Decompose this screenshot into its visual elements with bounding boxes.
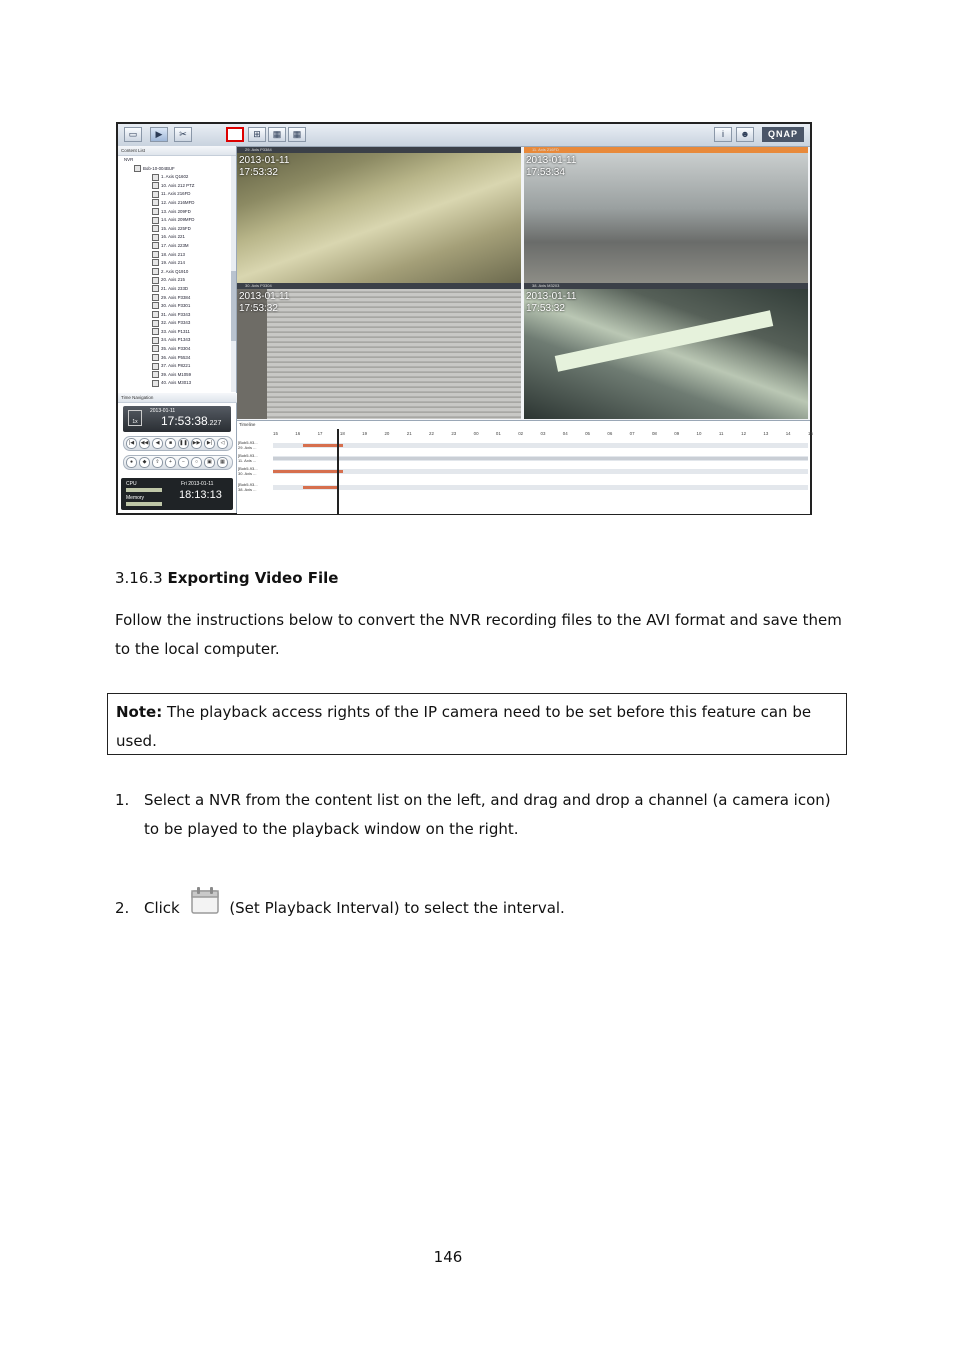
quad-view-icon[interactable]: ⊞ [248, 127, 266, 142]
step-text: Select a NVR from the content list on the left, and drag and drop a channel (a camera icon) to be played to the playback window on the right. [144, 791, 831, 838]
camera-icon [152, 354, 159, 361]
tile-timestamp: 2013-01-11 17:53:32 [239, 291, 290, 314]
timeline-track[interactable] [273, 469, 808, 474]
timeline-panel [237, 420, 813, 514]
sixteen-view-icon[interactable]: ▦ [288, 127, 306, 142]
camera-icon [152, 311, 159, 318]
timeline-hour-label: 00 [473, 431, 479, 436]
timeline-cursor[interactable] [337, 429, 339, 514]
camera-icon [152, 251, 159, 258]
timeline-hour-label: 19 [362, 431, 368, 436]
video-tile[interactable] [237, 147, 521, 283]
tile-title: 11. Axis 216FD [524, 147, 808, 153]
camera-icon [152, 294, 159, 301]
tree-camera[interactable]: 10. Axis 212 PTZ [118, 182, 232, 191]
step-back-icon[interactable]: ◀ [152, 438, 163, 449]
tree-camera[interactable]: 18. Axis 213 [118, 251, 232, 260]
tree-camera[interactable]: 13. Axis 209FD [118, 208, 232, 217]
scene-light [555, 310, 774, 371]
tree-camera[interactable]: 12. Axis 216MFD [118, 199, 232, 208]
tile-timestamp: 2013-01-11 17:53:32 [239, 155, 290, 178]
server-icon [134, 165, 141, 172]
content-list-title: Content List [118, 146, 236, 156]
timeline-hour-label: 17 [317, 431, 323, 436]
tree-scrollbar[interactable] [231, 156, 236, 392]
timeline-track[interactable] [273, 443, 808, 448]
camera-icon [152, 345, 159, 352]
clock-date: 2013-01-11 [150, 408, 176, 414]
tree-camera[interactable]: 34. Axis P1343 [118, 336, 232, 345]
calendar-icon[interactable]: 1x [128, 410, 142, 426]
playback-controls [123, 436, 233, 451]
system-time: 18:13:13 [179, 489, 222, 501]
left-panel [118, 146, 237, 513]
skip-start-icon[interactable]: |◀ [126, 438, 137, 449]
tree-camera[interactable]: 36. Axis P5534 [118, 354, 232, 363]
recording-segment [273, 470, 343, 473]
timeline-hour-label: 12 [741, 431, 747, 436]
timeline-hour-label: 14 [785, 431, 791, 436]
tree-camera[interactable]: 40. Axis M3013 [118, 379, 232, 388]
video-tile[interactable] [237, 283, 521, 419]
camera-icon [152, 363, 159, 370]
camera-icon [152, 208, 159, 215]
section-heading [115, 564, 338, 593]
camera-icon [152, 182, 159, 189]
camera-icon [152, 268, 159, 275]
tree-camera[interactable]: 29. Axis P3384 [118, 294, 232, 303]
zoom-in-icon[interactable]: + [165, 457, 176, 468]
timeline-track[interactable] [273, 485, 808, 490]
tree-camera[interactable]: 2. Axis Q1910 [118, 268, 232, 277]
camera-icon [152, 191, 159, 198]
video-tile[interactable] [524, 283, 808, 419]
scrollbar-thumb[interactable] [231, 271, 236, 341]
nine-view-icon[interactable]: ▦ [268, 127, 286, 142]
tree-camera[interactable]: 32. Axis P3343 [118, 319, 232, 328]
single-view-icon[interactable] [226, 127, 244, 142]
rewind-icon[interactable]: ◀◀ [139, 438, 150, 449]
tool-controls [123, 455, 233, 470]
settings-icon[interactable]: ✂ [174, 127, 192, 142]
video-tile-selected[interactable] [524, 147, 808, 283]
tree-camera[interactable]: 15. Axis 225FD [118, 225, 232, 234]
camera-icon [152, 199, 159, 206]
tile-title: 29. Axis P3384 [237, 147, 521, 153]
system-date: Fri 2013-01-11 [181, 481, 214, 487]
step-text-before: Click [144, 899, 180, 917]
camera-icon [152, 234, 159, 241]
step-text [144, 894, 844, 923]
note-text: The playback access rights of the IP camera need to be set before this feature can be used. [116, 703, 812, 750]
clock-time: 17:53:38.227 [161, 414, 222, 428]
timeline-hour-label: 15 [808, 431, 813, 436]
tree-camera[interactable]: 21. Axis 233D [118, 285, 232, 294]
calendar-grid-icon[interactable]: ▦ [217, 457, 228, 468]
tile-title: 38. Axis M3203 [524, 283, 808, 289]
camera-icon [152, 217, 159, 224]
tile-title: 30. Axis P3304 [237, 283, 521, 289]
timeline-hour-label: 05 [585, 431, 590, 436]
search-icon[interactable]: ○ [191, 457, 202, 468]
timeline-hour-label: 11 [718, 431, 724, 436]
step-number: 1. [115, 791, 130, 809]
user-icon[interactable]: ☻ [736, 127, 754, 142]
camera-icon [152, 174, 159, 181]
tree-camera[interactable]: 20. Axis 215 [118, 276, 232, 285]
tree-camera[interactable]: 39. Axis M1059 [118, 371, 232, 380]
intro-paragraph: Follow the instructions below to convert the NVR recording files to the AVI format and save them to the local computer. [115, 611, 842, 658]
tree-camera[interactable]: 35. Axis P3304 [118, 345, 232, 354]
tree-camera[interactable]: 16. Axis 221 [118, 233, 232, 242]
nvr-playback-screenshot [116, 122, 812, 515]
camera-icon [152, 225, 159, 232]
timeline-hour-label: 08 [651, 431, 657, 436]
camera-icon [152, 302, 159, 309]
tree-camera[interactable]: 11. Axis 216FD [118, 190, 232, 199]
tree-camera[interactable]: 14. Axis 209MFD [118, 216, 232, 225]
recording-segment [273, 457, 808, 460]
stop-icon[interactable]: ■ [165, 438, 176, 449]
zoom-out-icon[interactable]: − [178, 457, 189, 468]
tree-camera[interactable]: 1. Axis Q1602 [118, 173, 232, 182]
timeline-hour-label: 16 [295, 431, 301, 436]
timeline-hour-label: 15 [273, 431, 278, 436]
system-status [121, 478, 233, 510]
timeline-track[interactable] [273, 456, 808, 461]
time-navigation-title: Time Navigation [118, 393, 239, 403]
fast-forward-icon[interactable]: ▶▶ [191, 438, 202, 449]
volume-icon[interactable]: ◁ [217, 438, 228, 449]
content-tree [118, 156, 232, 392]
timeline-row-label: [Bob5-93... 11. Axis ... [238, 453, 258, 463]
timeline-hour-label: 22 [429, 431, 434, 436]
camera-icon [152, 259, 159, 266]
playback-clock [123, 406, 231, 432]
camera-icon [152, 277, 159, 284]
timeline-hour-label: 18 [339, 431, 345, 436]
camera-icon [152, 337, 159, 344]
camera-icon [152, 320, 159, 327]
timeline-hour-label: 23 [451, 431, 457, 436]
monitor-icon[interactable]: ▭ [124, 127, 142, 142]
memory-bar [126, 502, 162, 506]
timeline-hour-label: 20 [384, 431, 390, 436]
timeline-hour-label: 09 [674, 431, 680, 436]
timeline-hour-label: 13 [763, 431, 769, 436]
tree-camera[interactable]: 31. Axis P3343 [118, 311, 232, 320]
timeline-hour-label: 10 [696, 431, 702, 436]
timeline-row-label: [Bob5-93... 38. Axis ... [238, 482, 258, 492]
timeline-row-label: [Bob5-93... 29. Axis ... [238, 440, 258, 450]
page-number: 146 [433, 1248, 463, 1266]
location-icon[interactable]: ● [126, 457, 137, 468]
note-label: Note: [116, 703, 163, 721]
timeline-title: Timeline [239, 422, 256, 427]
tree-camera[interactable]: 30. Axis P3301 [118, 302, 232, 311]
note-box [107, 693, 847, 755]
section-title: Exporting Video File [167, 569, 339, 587]
playback-icon[interactable]: ▶ [150, 127, 168, 142]
camera-icon [152, 285, 159, 292]
step-text-after: (Set Playback Interval) to select the interval. [229, 899, 565, 917]
screenshot-toolbar [118, 124, 810, 147]
tile-timestamp: 2013-01-11 17:53:34 [526, 155, 577, 178]
timeline-hour-label: 07 [629, 431, 635, 436]
export-icon[interactable]: ⇧ [152, 457, 163, 468]
timeline-hour-label: 06 [607, 431, 613, 436]
tree-camera[interactable]: 19. Axis 214 [118, 259, 232, 268]
tree-nvr-server[interactable]: Bob-10-004BUF [118, 165, 232, 174]
step-number: 2. [115, 899, 130, 917]
timeline-hour-label: 01 [495, 431, 501, 436]
set-playback-interval-icon [189, 895, 221, 921]
timeline-row-label: [Bob5-93... 30. Axis ... [238, 466, 258, 476]
camera-icon [152, 371, 159, 378]
tree-camera[interactable]: 17. Axis 223M [118, 242, 232, 251]
info-icon[interactable]: i [714, 127, 732, 142]
tile-timestamp: 2013-01-11 17:53:32 [526, 291, 577, 314]
camera-icon [152, 328, 159, 335]
tree-camera[interactable]: 37. Axis P8221 [118, 362, 232, 371]
snapshot-icon[interactable]: ▣ [204, 457, 215, 468]
timeline-hours [273, 431, 813, 437]
recording-segment [303, 486, 337, 489]
timeline-hour-label: 21 [406, 431, 412, 436]
section-number: 3.16.3 [115, 569, 163, 587]
camera-icon [152, 242, 159, 249]
bookmark-icon[interactable]: ◆ [139, 457, 150, 468]
memory-label: Memory [126, 495, 145, 501]
cpu-bar [126, 488, 162, 492]
skip-end-icon[interactable]: ▶| [204, 438, 215, 449]
timeline-hour-label: 03 [540, 431, 546, 436]
timeline-hour-label: 04 [562, 431, 568, 436]
tree-nvr[interactable]: NVR [124, 157, 134, 162]
qnap-logo: QNAP [762, 127, 804, 142]
pause-icon[interactable]: ❚❚ [178, 438, 189, 449]
camera-icon [152, 380, 159, 387]
tree-camera[interactable]: 33. Axis P1311 [118, 328, 232, 337]
timeline-hour-label: 02 [518, 431, 524, 436]
cpu-label: CPU [126, 481, 137, 487]
